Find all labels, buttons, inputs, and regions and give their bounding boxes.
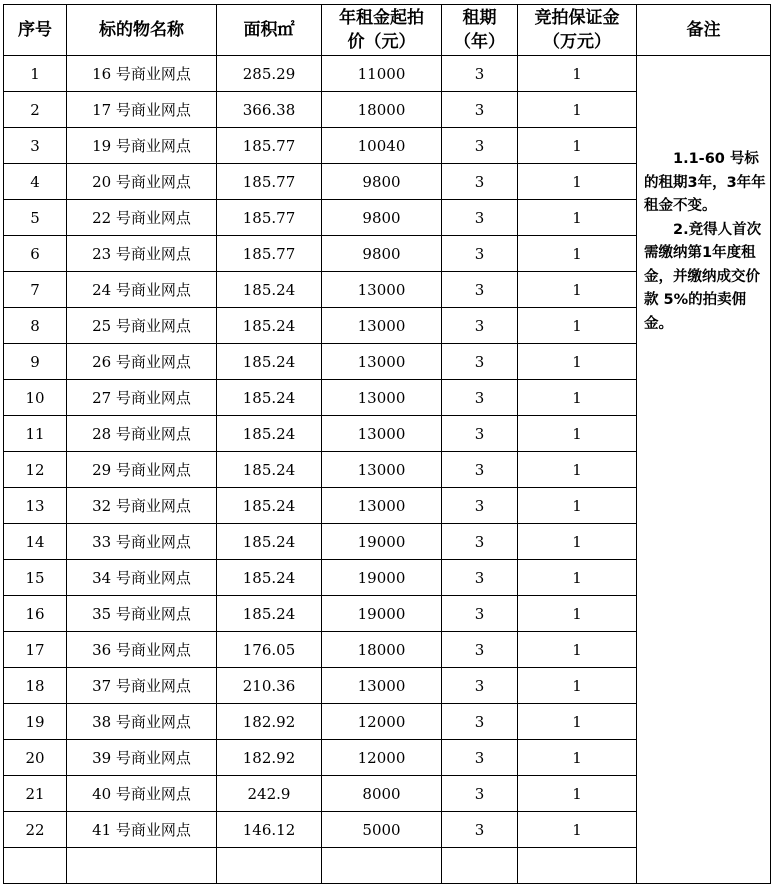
cell-seq: 8 xyxy=(4,308,67,344)
cell-area: 185.77 xyxy=(217,236,322,272)
header-deposit-line2: （万元） xyxy=(543,32,611,52)
cell-empty xyxy=(4,848,67,884)
cell-rent: 13000 xyxy=(322,416,442,452)
cell-rent: 9800 xyxy=(322,200,442,236)
cell-name: 24 号商业网点 xyxy=(67,272,217,308)
cell-seq: 13 xyxy=(4,488,67,524)
cell-seq: 17 xyxy=(4,632,67,668)
remark-paragraph-2: 2.竞得人首次需缴纳第1年度租金，并缴纳成交价款 5%的拍卖佣金。 xyxy=(644,221,762,332)
cell-area: 185.24 xyxy=(217,272,322,308)
cell-term: 3 xyxy=(442,776,518,812)
cell-rent: 13000 xyxy=(322,344,442,380)
cell-area: 146.12 xyxy=(217,812,322,848)
cell-seq: 18 xyxy=(4,668,67,704)
cell-name: 23 号商业网点 xyxy=(67,236,217,272)
cell-area: 185.24 xyxy=(217,344,322,380)
cell-term: 3 xyxy=(442,128,518,164)
cell-deposit: 1 xyxy=(518,272,637,308)
cell-rent: 13000 xyxy=(322,488,442,524)
cell-rent: 13000 xyxy=(322,668,442,704)
cell-seq: 7 xyxy=(4,272,67,308)
cell-deposit: 1 xyxy=(518,92,637,128)
cell-area: 185.77 xyxy=(217,164,322,200)
cell-deposit: 1 xyxy=(518,308,637,344)
cell-term: 3 xyxy=(442,596,518,632)
cell-seq: 21 xyxy=(4,776,67,812)
cell-empty xyxy=(442,848,518,884)
cell-name: 34 号商业网点 xyxy=(67,560,217,596)
cell-seq: 5 xyxy=(4,200,67,236)
cell-area: 285.29 xyxy=(217,56,322,92)
cell-term: 3 xyxy=(442,380,518,416)
cell-seq: 16 xyxy=(4,596,67,632)
remark-paragraph-1: 1.1-60 号标的租期3年，3年年租金不变。 xyxy=(644,151,766,214)
cell-term: 3 xyxy=(442,344,518,380)
cell-area: 210.36 xyxy=(217,668,322,704)
cell-seq: 12 xyxy=(4,452,67,488)
cell-seq: 22 xyxy=(4,812,67,848)
cell-rent: 10040 xyxy=(322,128,442,164)
table-body xyxy=(4,56,771,884)
cell-term: 3 xyxy=(442,812,518,848)
cell-rent: 18000 xyxy=(322,92,442,128)
cell-area: 185.24 xyxy=(217,488,322,524)
cell-seq: 10 xyxy=(4,380,67,416)
cell-deposit: 1 xyxy=(518,812,637,848)
cell-rent: 13000 xyxy=(322,452,442,488)
cell-term: 3 xyxy=(442,488,518,524)
cell-rent: 19000 xyxy=(322,596,442,632)
header-rent-line1: 年租金起拍 xyxy=(339,8,424,28)
cell-area: 242.9 xyxy=(217,776,322,812)
cell-name: 40 号商业网点 xyxy=(67,776,217,812)
cell-name: 20 号商业网点 xyxy=(67,164,217,200)
cell-deposit: 1 xyxy=(518,344,637,380)
header-term-line2: （年） xyxy=(454,32,505,52)
header-rent-line2: 价（元） xyxy=(347,32,416,52)
cell-seq: 11 xyxy=(4,416,67,452)
cell-name: 27 号商业网点 xyxy=(67,380,217,416)
cell-rent: 13000 xyxy=(322,272,442,308)
cell-seq: 20 xyxy=(4,740,67,776)
cell-term: 3 xyxy=(442,272,518,308)
cell-rent: 12000 xyxy=(322,740,442,776)
cell-area: 185.77 xyxy=(217,128,322,164)
cell-term: 3 xyxy=(442,632,518,668)
cell-term: 3 xyxy=(442,92,518,128)
cell-seq: 15 xyxy=(4,560,67,596)
cell-rent: 9800 xyxy=(322,236,442,272)
header-deposit-line1: 竞拍保证金 xyxy=(534,8,620,28)
cell-name: 22 号商业网点 xyxy=(67,200,217,236)
cell-area: 185.77 xyxy=(217,200,322,236)
cell-seq: 2 xyxy=(4,92,67,128)
header-term xyxy=(442,5,518,56)
cell-term: 3 xyxy=(442,740,518,776)
cell-area: 366.38 xyxy=(217,92,322,128)
cell-name: 28 号商业网点 xyxy=(67,416,217,452)
cell-rent: 13000 xyxy=(322,380,442,416)
header-seq: 序号 xyxy=(4,5,67,56)
cell-name: 37 号商业网点 xyxy=(67,668,217,704)
cell-deposit: 1 xyxy=(518,200,637,236)
cell-area: 185.24 xyxy=(217,380,322,416)
cell-rent: 8000 xyxy=(322,776,442,812)
cell-deposit: 1 xyxy=(518,236,637,272)
cell-term: 3 xyxy=(442,200,518,236)
cell-term: 3 xyxy=(442,668,518,704)
cell-rent: 13000 xyxy=(322,308,442,344)
cell-seq: 6 xyxy=(4,236,67,272)
cell-name: 16 号商业网点 xyxy=(67,56,217,92)
cell-deposit: 1 xyxy=(518,416,637,452)
cell-deposit: 1 xyxy=(518,56,637,92)
cell-area: 182.92 xyxy=(217,740,322,776)
cell-empty xyxy=(518,848,637,884)
cell-term: 3 xyxy=(442,452,518,488)
cell-name: 38 号商业网点 xyxy=(67,704,217,740)
cell-deposit: 1 xyxy=(518,632,637,668)
cell-term: 3 xyxy=(442,164,518,200)
cell-name: 17 号商业网点 xyxy=(67,92,217,128)
cell-rent: 11000 xyxy=(322,56,442,92)
cell-name: 35 号商业网点 xyxy=(67,596,217,632)
cell-deposit: 1 xyxy=(518,128,637,164)
cell-deposit: 1 xyxy=(518,488,637,524)
cell-term: 3 xyxy=(442,416,518,452)
cell-deposit: 1 xyxy=(518,560,637,596)
header-area: 面积㎡ xyxy=(217,5,322,56)
cell-name: 32 号商业网点 xyxy=(67,488,217,524)
cell-deposit: 1 xyxy=(518,776,637,812)
auction-lot-table xyxy=(3,4,771,884)
cell-rent: 9800 xyxy=(322,164,442,200)
cell-name: 41 号商业网点 xyxy=(67,812,217,848)
cell-rent: 5000 xyxy=(322,812,442,848)
cell-rent: 18000 xyxy=(322,632,442,668)
cell-deposit: 1 xyxy=(518,668,637,704)
table-row xyxy=(4,56,771,92)
cell-empty xyxy=(322,848,442,884)
cell-area: 176.05 xyxy=(217,632,322,668)
cell-name: 36 号商业网点 xyxy=(67,632,217,668)
cell-deposit: 1 xyxy=(518,596,637,632)
cell-deposit: 1 xyxy=(518,452,637,488)
cell-deposit: 1 xyxy=(518,740,637,776)
cell-term: 3 xyxy=(442,308,518,344)
cell-area: 182.92 xyxy=(217,704,322,740)
cell-seq: 14 xyxy=(4,524,67,560)
cell-deposit: 1 xyxy=(518,380,637,416)
cell-rent: 19000 xyxy=(322,524,442,560)
cell-area: 185.24 xyxy=(217,596,322,632)
cell-term: 3 xyxy=(442,524,518,560)
header-rent xyxy=(322,5,442,56)
cell-area: 185.24 xyxy=(217,560,322,596)
cell-name: 25 号商业网点 xyxy=(67,308,217,344)
cell-area: 185.24 xyxy=(217,308,322,344)
cell-term: 3 xyxy=(442,236,518,272)
cell-deposit: 1 xyxy=(518,164,637,200)
cell-area: 185.24 xyxy=(217,452,322,488)
cell-seq: 19 xyxy=(4,704,67,740)
header-row xyxy=(4,5,771,56)
cell-empty xyxy=(67,848,217,884)
cell-rent: 19000 xyxy=(322,560,442,596)
header-deposit xyxy=(518,5,637,56)
cell-name: 29 号商业网点 xyxy=(67,452,217,488)
cell-seq: 9 xyxy=(4,344,67,380)
cell-rent: 12000 xyxy=(322,704,442,740)
cell-name: 26 号商业网点 xyxy=(67,344,217,380)
cell-seq: 4 xyxy=(4,164,67,200)
cell-area: 185.24 xyxy=(217,416,322,452)
header-term-line1: 租期 xyxy=(462,8,497,28)
cell-name: 19 号商业网点 xyxy=(67,128,217,164)
cell-term: 3 xyxy=(442,704,518,740)
cell-deposit: 1 xyxy=(518,704,637,740)
cell-name: 39 号商业网点 xyxy=(67,740,217,776)
header-remark: 备注 xyxy=(637,5,771,56)
cell-term: 3 xyxy=(442,56,518,92)
cell-deposit: 1 xyxy=(518,524,637,560)
cell-seq: 1 xyxy=(4,56,67,92)
cell-area: 185.24 xyxy=(217,524,322,560)
header-name: 标的物名称 xyxy=(67,5,217,56)
cell-term: 3 xyxy=(442,560,518,596)
remark-cell xyxy=(637,56,771,884)
cell-empty xyxy=(217,848,322,884)
cell-name: 33 号商业网点 xyxy=(67,524,217,560)
cell-seq: 3 xyxy=(4,128,67,164)
